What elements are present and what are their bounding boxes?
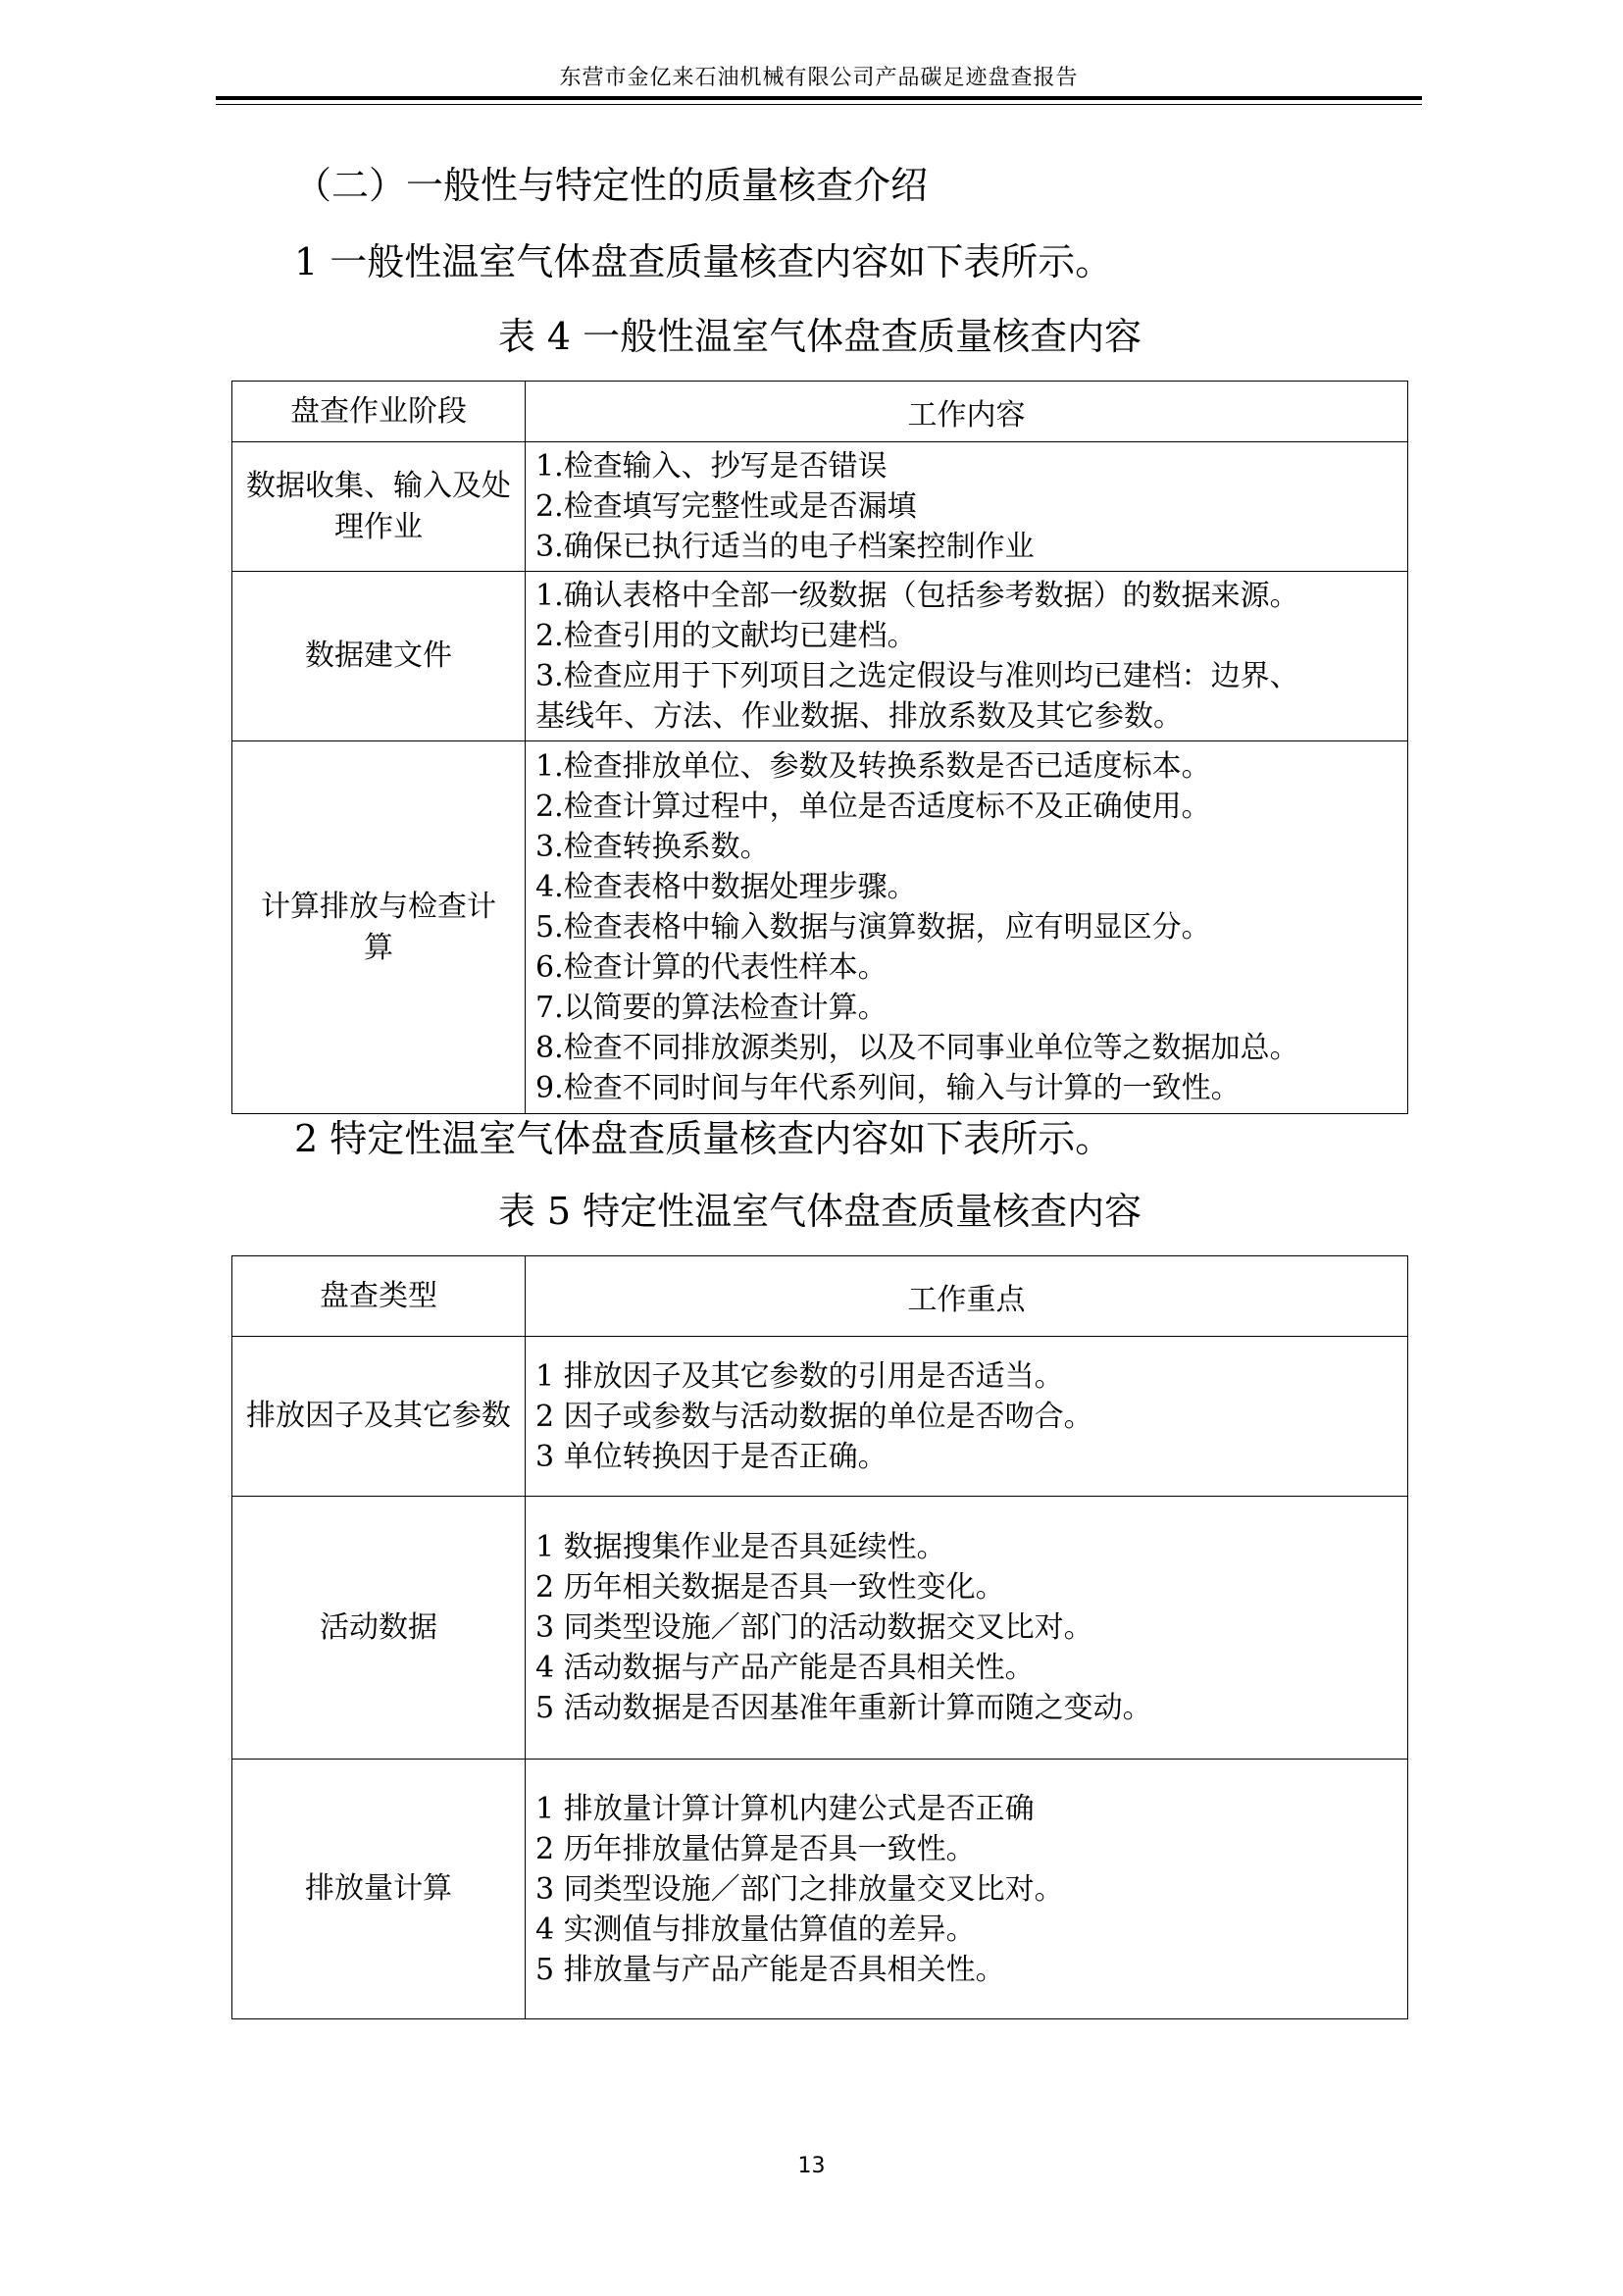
list-item: 1.确认表格中全部一级数据（包括参考数据）的数据来源。	[535, 579, 1299, 613]
list-item: 7.以简要的算法检查计算。	[535, 991, 888, 1025]
content-cell	[526, 1497, 1408, 1760]
column-header-content: 工作内容	[526, 382, 1408, 442]
table-header-row	[232, 382, 1408, 442]
list-item: 2.检查引用的文献均已建档。	[535, 619, 917, 653]
list-item: 1 数据搜集作业是否具延续性。	[535, 1530, 946, 1564]
list-item: 5.检查表格中输入数据与演算数据，应有明显区分。	[535, 910, 1211, 944]
type-cell: 活动数据	[232, 1497, 526, 1760]
stage-label: 数据建文件	[305, 638, 452, 673]
content-cell	[526, 741, 1408, 1114]
table-row	[232, 741, 1408, 1114]
list-item: 2.检查填写完整性或是否漏填	[535, 489, 917, 524]
page-number: 13	[797, 2154, 826, 2178]
content-cell	[526, 442, 1408, 572]
list-item: 3 同类型设施／部门的活动数据交叉比对。	[535, 1610, 1093, 1645]
list-item: 1.检查输入、抄写是否错误	[535, 449, 888, 484]
header-rule-thick	[216, 96, 1422, 100]
column-header-stage: 盘查作业阶段	[232, 382, 526, 442]
intro-paragraph-specific: 2 特定性温室气体盘查质量核查内容如下表所示。	[294, 1117, 1113, 1160]
content-cell	[526, 1337, 1408, 1497]
stage-cell	[232, 442, 526, 572]
list-item: 1 排放因子及其它参数的引用是否适当。	[535, 1358, 1064, 1394]
stage-label: 数据收集、输入及处	[246, 468, 511, 503]
list-item: 3.检查应用于下列项目之选定假设与准则均已建档：边界、	[535, 659, 1299, 693]
list-item: 4.检查表格中数据处理步骤。	[535, 870, 917, 904]
header-rule-thin	[216, 104, 1422, 105]
list-item: 5 排放量与产品产能是否具相关性。	[535, 1952, 1005, 1987]
table-row	[232, 1337, 1408, 1497]
stage-cell	[232, 741, 526, 1114]
list-item: 基线年、方法、作业数据、排放系数及其它参数。	[535, 699, 1183, 734]
list-item: 2 因子或参数与活动数据的单位是否吻合。	[535, 1399, 1093, 1434]
list-item: 4 实测值与排放量估算值的差异。	[535, 1912, 976, 1947]
table-row	[232, 1760, 1408, 2019]
list-item: 3 同类型设施／部门之排放量交叉比对。	[535, 1871, 1064, 1907]
column-header-focus: 工作重点	[526, 1256, 1408, 1337]
intro-paragraph-general: 1 一般性温室气体盘查质量核查内容如下表所示。	[294, 240, 1113, 283]
list-item: 3.确保已执行适当的电子档案控制作业	[535, 530, 1035, 564]
table-general-quality-check	[231, 381, 1408, 1114]
content-cell	[526, 572, 1408, 741]
document-header-title: 东营市金亿来石油机械有限公司产品碳足迹盘查报告	[559, 66, 1079, 90]
list-item: 2 历年排放量估算是否具一致性。	[535, 1831, 976, 1866]
list-item: 1.检查排放单位、参数及转换系数是否已适度标本。	[535, 749, 1211, 784]
stage-label: 算	[364, 930, 393, 965]
stage-cell	[232, 572, 526, 741]
list-item: 3 单位转换因于是否正确。	[535, 1439, 888, 1474]
list-item: 8.检查不同排放源类别，以及不同事业单位等之数据加总。	[535, 1031, 1299, 1065]
type-cell: 排放因子及其它参数	[232, 1337, 526, 1497]
list-item: 6.检查计算的代表性样本。	[535, 950, 888, 985]
stage-label: 计算排放与检查计	[261, 889, 496, 924]
table-row	[232, 1497, 1408, 1760]
content-cell	[526, 1760, 1408, 2019]
list-item: 5 活动数据是否因基准年重新计算而随之变动。	[535, 1691, 1152, 1725]
table-specific-quality-check	[231, 1255, 1408, 2019]
table-row	[232, 572, 1408, 741]
stage-label: 理作业	[334, 509, 423, 544]
table-header-row	[232, 1256, 1408, 1337]
table-row	[232, 442, 1408, 572]
column-header-type: 盘查类型	[232, 1256, 526, 1337]
section-heading: （二）一般性与特定性的质量核查介绍	[294, 164, 929, 207]
type-cell: 排放量计算	[232, 1760, 526, 2019]
list-item: 1 排放量计算计算机内建公式是否正确	[535, 1791, 1035, 1826]
list-item: 4 活动数据与产品产能是否具相关性。	[535, 1651, 1035, 1685]
list-item: 2 历年相关数据是否具一致性变化。	[535, 1570, 1005, 1605]
list-item: 3.检查转换系数。	[535, 830, 770, 864]
list-item: 9.检查不同时间与年代系列间，输入与计算的一致性。	[535, 1071, 1241, 1105]
table4-caption: 表 4 一般性温室气体盘查质量核查内容	[497, 315, 1142, 358]
list-item: 2.检查计算过程中，单位是否适度标不及正确使用。	[535, 790, 1211, 824]
table5-caption: 表 5 特定性温室气体盘查质量核查内容	[497, 1190, 1142, 1233]
